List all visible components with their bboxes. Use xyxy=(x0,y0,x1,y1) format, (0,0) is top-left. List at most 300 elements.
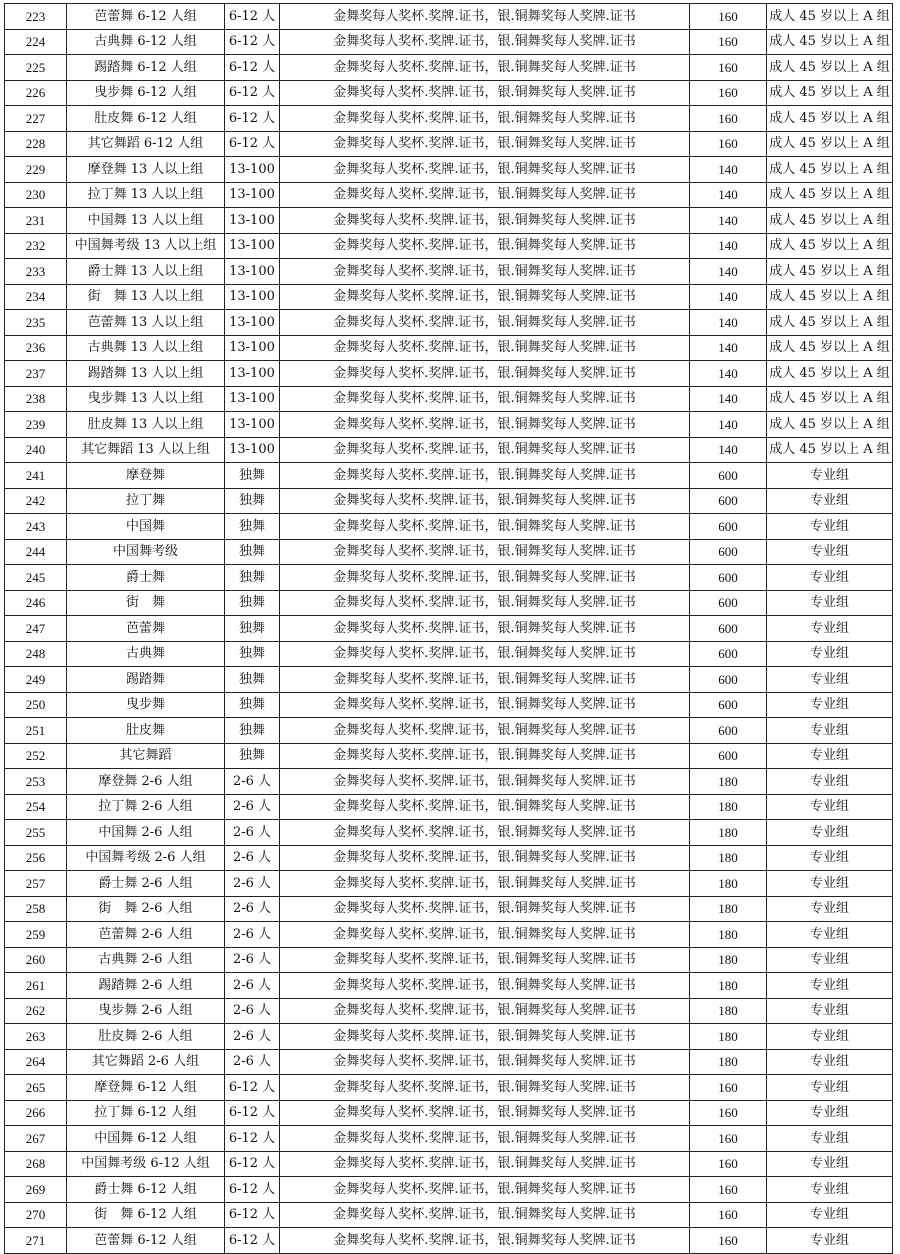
award-description-cell: 金舞奖每人奖杯.奖牌.证书，银.铜舞奖每人奖牌.证书 xyxy=(280,1177,690,1203)
table-row xyxy=(5,1024,893,1050)
award-description-cell: 金舞奖每人奖杯.奖牌.证书，银.铜舞奖每人奖牌.证书 xyxy=(280,973,690,999)
fee-cell: 180 xyxy=(690,998,767,1024)
award-description-cell: 金舞奖每人奖杯.奖牌.证书，银.铜舞奖每人奖牌.证书 xyxy=(280,488,690,514)
item-name-cell: 曳步舞 xyxy=(67,692,225,718)
table-row xyxy=(5,157,893,183)
table-row xyxy=(5,4,893,30)
table-row xyxy=(5,743,893,769)
table-row xyxy=(5,1151,893,1177)
row-number-cell: 232 xyxy=(5,233,67,259)
table-row xyxy=(5,233,893,259)
category-cell: 成人 45 岁以上 A 组 xyxy=(767,259,893,285)
award-description-cell: 金舞奖每人奖杯.奖牌.证书，银.铜舞奖每人奖牌.证书 xyxy=(280,565,690,591)
award-description-cell: 金舞奖每人奖杯.奖牌.证书，银.铜舞奖每人奖牌.证书 xyxy=(280,922,690,948)
row-number-cell: 265 xyxy=(5,1075,67,1101)
table-row xyxy=(5,565,893,591)
award-description-cell: 金舞奖每人奖杯.奖牌.证书，银.铜舞奖每人奖牌.证书 xyxy=(280,1049,690,1075)
fee-cell: 180 xyxy=(690,820,767,846)
table-row xyxy=(5,998,893,1024)
row-number-cell: 251 xyxy=(5,718,67,744)
group-size-cell: 2-6 人 xyxy=(225,820,280,846)
row-number-cell: 245 xyxy=(5,565,67,591)
category-cell: 成人 45 岁以上 A 组 xyxy=(767,412,893,438)
category-cell: 专业组 xyxy=(767,1202,893,1228)
table-row xyxy=(5,871,893,897)
award-description-cell: 金舞奖每人奖杯.奖牌.证书，银.铜舞奖每人奖牌.证书 xyxy=(280,182,690,208)
item-name-cell: 肚皮舞 13 人以上组 xyxy=(67,412,225,438)
row-number-cell: 254 xyxy=(5,794,67,820)
fee-cell: 600 xyxy=(690,514,767,540)
item-name-cell: 中国舞考级 6-12 人组 xyxy=(67,1151,225,1177)
group-size-cell: 6-12 人 xyxy=(225,106,280,132)
group-size-cell: 独舞 xyxy=(225,565,280,591)
row-number-cell: 227 xyxy=(5,106,67,132)
category-cell: 专业组 xyxy=(767,896,893,922)
category-cell: 专业组 xyxy=(767,1024,893,1050)
table-row xyxy=(5,590,893,616)
table-row xyxy=(5,845,893,871)
row-number-cell: 224 xyxy=(5,29,67,55)
fee-cell: 600 xyxy=(690,488,767,514)
table-row xyxy=(5,1049,893,1075)
fee-cell: 600 xyxy=(690,590,767,616)
row-number-cell: 243 xyxy=(5,514,67,540)
category-cell: 专业组 xyxy=(767,718,893,744)
table-row xyxy=(5,437,893,463)
group-size-cell: 13-100 xyxy=(225,182,280,208)
group-size-cell: 独舞 xyxy=(225,514,280,540)
award-description-cell: 金舞奖每人奖杯.奖牌.证书，银.铜舞奖每人奖牌.证书 xyxy=(280,692,690,718)
row-number-cell: 237 xyxy=(5,361,67,387)
award-description-cell: 金舞奖每人奖杯.奖牌.证书，银.铜舞奖每人奖牌.证书 xyxy=(280,947,690,973)
group-size-cell: 6-12 人 xyxy=(225,1228,280,1254)
award-description-cell: 金舞奖每人奖杯.奖牌.证书，银.铜舞奖每人奖牌.证书 xyxy=(280,80,690,106)
fee-cell: 180 xyxy=(690,1049,767,1075)
table-row xyxy=(5,1202,893,1228)
category-cell: 成人 45 岁以上 A 组 xyxy=(767,157,893,183)
category-cell: 专业组 xyxy=(767,947,893,973)
group-size-cell: 2-6 人 xyxy=(225,794,280,820)
group-size-cell: 6-12 人 xyxy=(225,1075,280,1101)
category-cell: 成人 45 岁以上 A 组 xyxy=(767,106,893,132)
fee-cell: 600 xyxy=(690,565,767,591)
fee-cell: 600 xyxy=(690,539,767,565)
fee-cell: 180 xyxy=(690,896,767,922)
item-name-cell: 其它舞蹈 xyxy=(67,743,225,769)
item-name-cell: 爵士舞 13 人以上组 xyxy=(67,259,225,285)
category-cell: 成人 45 岁以上 A 组 xyxy=(767,29,893,55)
category-cell: 专业组 xyxy=(767,641,893,667)
group-size-cell: 6-12 人 xyxy=(225,55,280,81)
item-name-cell: 其它舞蹈 2-6 人组 xyxy=(67,1049,225,1075)
item-name-cell: 肚皮舞 xyxy=(67,718,225,744)
fee-cell: 140 xyxy=(690,284,767,310)
table-row xyxy=(5,463,893,489)
table-row xyxy=(5,310,893,336)
row-number-cell: 263 xyxy=(5,1024,67,1050)
category-cell: 专业组 xyxy=(767,1049,893,1075)
award-description-cell: 金舞奖每人奖杯.奖牌.证书，银.铜舞奖每人奖牌.证书 xyxy=(280,208,690,234)
group-size-cell: 13-100 xyxy=(225,284,280,310)
table-row xyxy=(5,29,893,55)
category-cell: 成人 45 岁以上 A 组 xyxy=(767,310,893,336)
category-cell: 专业组 xyxy=(767,1151,893,1177)
group-size-cell: 独舞 xyxy=(225,641,280,667)
row-number-cell: 258 xyxy=(5,896,67,922)
fee-cell: 600 xyxy=(690,463,767,489)
fee-cell: 160 xyxy=(690,131,767,157)
group-size-cell: 2-6 人 xyxy=(225,871,280,897)
fee-cell: 160 xyxy=(690,4,767,30)
award-description-cell: 金舞奖每人奖杯.奖牌.证书，银.铜舞奖每人奖牌.证书 xyxy=(280,310,690,336)
category-cell: 成人 45 岁以上 A 组 xyxy=(767,4,893,30)
group-size-cell: 2-6 人 xyxy=(225,845,280,871)
table-row xyxy=(5,335,893,361)
category-cell: 专业组 xyxy=(767,565,893,591)
fee-cell: 160 xyxy=(690,1126,767,1152)
fee-cell: 140 xyxy=(690,259,767,285)
group-size-cell: 13-100 xyxy=(225,437,280,463)
table-row xyxy=(5,106,893,132)
item-name-cell: 踢踏舞 2-6 人组 xyxy=(67,973,225,999)
category-cell: 专业组 xyxy=(767,1177,893,1203)
item-name-cell: 爵士舞 2-6 人组 xyxy=(67,871,225,897)
fee-cell: 140 xyxy=(690,208,767,234)
item-name-cell: 曳步舞 2-6 人组 xyxy=(67,998,225,1024)
table-row xyxy=(5,1177,893,1203)
fee-cell: 140 xyxy=(690,437,767,463)
item-name-cell: 古典舞 xyxy=(67,641,225,667)
table-row xyxy=(5,259,893,285)
item-name-cell: 踢踏舞 13 人以上组 xyxy=(67,361,225,387)
award-description-cell: 金舞奖每人奖杯.奖牌.证书，银.铜舞奖每人奖牌.证书 xyxy=(280,896,690,922)
fee-cell: 600 xyxy=(690,743,767,769)
award-description-cell: 金舞奖每人奖杯.奖牌.证书，银.铜舞奖每人奖牌.证书 xyxy=(280,233,690,259)
group-size-cell: 13-100 xyxy=(225,310,280,336)
group-size-cell: 2-6 人 xyxy=(225,973,280,999)
row-number-cell: 248 xyxy=(5,641,67,667)
award-description-cell: 金舞奖每人奖杯.奖牌.证书，银.铜舞奖每人奖牌.证书 xyxy=(280,743,690,769)
fee-cell: 140 xyxy=(690,386,767,412)
award-description-cell: 金舞奖每人奖杯.奖牌.证书，银.铜舞奖每人奖牌.证书 xyxy=(280,157,690,183)
item-name-cell: 拉丁舞 13 人以上组 xyxy=(67,182,225,208)
award-description-cell: 金舞奖每人奖杯.奖牌.证书，银.铜舞奖每人奖牌.证书 xyxy=(280,412,690,438)
category-cell: 专业组 xyxy=(767,539,893,565)
row-number-cell: 238 xyxy=(5,386,67,412)
award-description-cell: 金舞奖每人奖杯.奖牌.证书，银.铜舞奖每人奖牌.证书 xyxy=(280,463,690,489)
category-cell: 专业组 xyxy=(767,820,893,846)
category-cell: 成人 45 岁以上 A 组 xyxy=(767,55,893,81)
row-number-cell: 259 xyxy=(5,922,67,948)
table-row xyxy=(5,616,893,642)
category-cell: 成人 45 岁以上 A 组 xyxy=(767,80,893,106)
award-description-cell: 金舞奖每人奖杯.奖牌.证书，银.铜舞奖每人奖牌.证书 xyxy=(280,998,690,1024)
item-name-cell: 踢踏舞 xyxy=(67,667,225,693)
award-description-cell: 金舞奖每人奖杯.奖牌.证书，银.铜舞奖每人奖牌.证书 xyxy=(280,335,690,361)
award-description-cell: 金舞奖每人奖杯.奖牌.证书，银.铜舞奖每人奖牌.证书 xyxy=(280,820,690,846)
group-size-cell: 独舞 xyxy=(225,463,280,489)
fee-cell: 600 xyxy=(690,692,767,718)
category-cell: 专业组 xyxy=(767,1126,893,1152)
item-name-cell: 中国舞 2-6 人组 xyxy=(67,820,225,846)
category-cell: 专业组 xyxy=(767,514,893,540)
category-cell: 成人 45 岁以上 A 组 xyxy=(767,182,893,208)
item-name-cell: 摩登舞 xyxy=(67,463,225,489)
category-cell: 专业组 xyxy=(767,922,893,948)
award-description-cell: 金舞奖每人奖杯.奖牌.证书，银.铜舞奖每人奖牌.证书 xyxy=(280,437,690,463)
award-description-cell: 金舞奖每人奖杯.奖牌.证书，银.铜舞奖每人奖牌.证书 xyxy=(280,590,690,616)
category-cell: 成人 45 岁以上 A 组 xyxy=(767,233,893,259)
item-name-cell: 中国舞 6-12 人组 xyxy=(67,1126,225,1152)
group-size-cell: 2-6 人 xyxy=(225,1049,280,1075)
group-size-cell: 13-100 xyxy=(225,259,280,285)
row-number-cell: 264 xyxy=(5,1049,67,1075)
award-description-cell: 金舞奖每人奖杯.奖牌.证书，银.铜舞奖每人奖牌.证书 xyxy=(280,1202,690,1228)
row-number-cell: 233 xyxy=(5,259,67,285)
group-size-cell: 13-100 xyxy=(225,386,280,412)
fee-cell: 160 xyxy=(690,80,767,106)
group-size-cell: 6-12 人 xyxy=(225,1100,280,1126)
row-number-cell: 257 xyxy=(5,871,67,897)
fee-cell: 180 xyxy=(690,845,767,871)
row-number-cell: 241 xyxy=(5,463,67,489)
table-row xyxy=(5,55,893,81)
fee-cell: 180 xyxy=(690,871,767,897)
table-row xyxy=(5,718,893,744)
group-size-cell: 独舞 xyxy=(225,667,280,693)
category-cell: 专业组 xyxy=(767,845,893,871)
item-name-cell: 爵士舞 6-12 人组 xyxy=(67,1177,225,1203)
group-size-cell: 独舞 xyxy=(225,692,280,718)
fee-cell: 160 xyxy=(690,1075,767,1101)
fee-cell: 160 xyxy=(690,106,767,132)
award-description-cell: 金舞奖每人奖杯.奖牌.证书，银.铜舞奖每人奖牌.证书 xyxy=(280,55,690,81)
fee-cell: 180 xyxy=(690,973,767,999)
item-name-cell: 曳步舞 6-12 人组 xyxy=(67,80,225,106)
group-size-cell: 2-6 人 xyxy=(225,922,280,948)
table-row xyxy=(5,412,893,438)
row-number-cell: 267 xyxy=(5,1126,67,1152)
item-name-cell: 中国舞考级 2-6 人组 xyxy=(67,845,225,871)
group-size-cell: 6-12 人 xyxy=(225,131,280,157)
category-cell: 专业组 xyxy=(767,769,893,795)
row-number-cell: 268 xyxy=(5,1151,67,1177)
item-name-cell: 爵士舞 xyxy=(67,565,225,591)
row-number-cell: 247 xyxy=(5,616,67,642)
row-number-cell: 231 xyxy=(5,208,67,234)
group-size-cell: 13-100 xyxy=(225,208,280,234)
row-number-cell: 239 xyxy=(5,412,67,438)
table-row xyxy=(5,1228,893,1254)
row-number-cell: 223 xyxy=(5,4,67,30)
category-cell: 成人 45 岁以上 A 组 xyxy=(767,361,893,387)
award-description-cell: 金舞奖每人奖杯.奖牌.证书，银.铜舞奖每人奖牌.证书 xyxy=(280,106,690,132)
row-number-cell: 269 xyxy=(5,1177,67,1203)
table-row xyxy=(5,692,893,718)
fee-cell: 600 xyxy=(690,667,767,693)
table-row xyxy=(5,922,893,948)
group-size-cell: 独舞 xyxy=(225,488,280,514)
table-row xyxy=(5,488,893,514)
item-name-cell: 古典舞 13 人以上组 xyxy=(67,335,225,361)
category-cell: 成人 45 岁以上 A 组 xyxy=(767,284,893,310)
row-number-cell: 225 xyxy=(5,55,67,81)
row-number-cell: 229 xyxy=(5,157,67,183)
row-number-cell: 260 xyxy=(5,947,67,973)
item-name-cell: 芭蕾舞 6-12 人组 xyxy=(67,1228,225,1254)
group-size-cell: 2-6 人 xyxy=(225,998,280,1024)
item-name-cell: 曳步舞 13 人以上组 xyxy=(67,386,225,412)
fee-cell: 180 xyxy=(690,769,767,795)
row-number-cell: 255 xyxy=(5,820,67,846)
fee-cell: 140 xyxy=(690,233,767,259)
award-description-cell: 金舞奖每人奖杯.奖牌.证书，银.铜舞奖每人奖牌.证书 xyxy=(280,871,690,897)
category-cell: 专业组 xyxy=(767,1228,893,1254)
category-cell: 专业组 xyxy=(767,1075,893,1101)
table-row xyxy=(5,973,893,999)
fee-cell: 600 xyxy=(690,641,767,667)
fee-cell: 160 xyxy=(690,1151,767,1177)
fee-cell: 180 xyxy=(690,1024,767,1050)
item-name-cell: 踢踏舞 6-12 人组 xyxy=(67,55,225,81)
award-description-cell: 金舞奖每人奖杯.奖牌.证书，银.铜舞奖每人奖牌.证书 xyxy=(280,1151,690,1177)
row-number-cell: 249 xyxy=(5,667,67,693)
fee-cell: 160 xyxy=(690,1228,767,1254)
category-cell: 专业组 xyxy=(767,743,893,769)
item-name-cell: 街 舞 xyxy=(67,590,225,616)
table-row xyxy=(5,539,893,565)
award-description-cell: 金舞奖每人奖杯.奖牌.证书，银.铜舞奖每人奖牌.证书 xyxy=(280,1100,690,1126)
row-number-cell: 270 xyxy=(5,1202,67,1228)
award-description-cell: 金舞奖每人奖杯.奖牌.证书，银.铜舞奖每人奖牌.证书 xyxy=(280,845,690,871)
category-cell: 专业组 xyxy=(767,794,893,820)
group-size-cell: 6-12 人 xyxy=(225,1177,280,1203)
fee-cell: 140 xyxy=(690,310,767,336)
fee-cell: 140 xyxy=(690,157,767,183)
item-name-cell: 其它舞蹈 13 人以上组 xyxy=(67,437,225,463)
group-size-cell: 独舞 xyxy=(225,539,280,565)
group-size-cell: 6-12 人 xyxy=(225,80,280,106)
item-name-cell: 芭蕾舞 2-6 人组 xyxy=(67,922,225,948)
category-cell: 专业组 xyxy=(767,463,893,489)
table-row xyxy=(5,131,893,157)
group-size-cell: 独舞 xyxy=(225,590,280,616)
item-name-cell: 街 舞 6-12 人组 xyxy=(67,1202,225,1228)
award-description-cell: 金舞奖每人奖杯.奖牌.证书，银.铜舞奖每人奖牌.证书 xyxy=(280,259,690,285)
group-size-cell: 6-12 人 xyxy=(225,1202,280,1228)
table-row xyxy=(5,361,893,387)
row-number-cell: 246 xyxy=(5,590,67,616)
award-description-cell: 金舞奖每人奖杯.奖牌.证书，银.铜舞奖每人奖牌.证书 xyxy=(280,539,690,565)
fee-cell: 140 xyxy=(690,361,767,387)
item-name-cell: 摩登舞 6-12 人组 xyxy=(67,1075,225,1101)
group-size-cell: 6-12 人 xyxy=(225,1126,280,1152)
award-description-cell: 金舞奖每人奖杯.奖牌.证书，银.铜舞奖每人奖牌.证书 xyxy=(280,514,690,540)
award-description-cell: 金舞奖每人奖杯.奖牌.证书，银.铜舞奖每人奖牌.证书 xyxy=(280,1126,690,1152)
row-number-cell: 240 xyxy=(5,437,67,463)
row-number-cell: 228 xyxy=(5,131,67,157)
item-name-cell: 拉丁舞 xyxy=(67,488,225,514)
item-name-cell: 芭蕾舞 6-12 人组 xyxy=(67,4,225,30)
award-description-cell: 金舞奖每人奖杯.奖牌.证书，银.铜舞奖每人奖牌.证书 xyxy=(280,4,690,30)
fee-cell: 600 xyxy=(690,616,767,642)
table-row xyxy=(5,769,893,795)
fee-cell: 160 xyxy=(690,1202,767,1228)
category-cell: 专业组 xyxy=(767,590,893,616)
row-number-cell: 256 xyxy=(5,845,67,871)
group-size-cell: 2-6 人 xyxy=(225,947,280,973)
table-row xyxy=(5,208,893,234)
category-cell: 专业组 xyxy=(767,667,893,693)
table-row xyxy=(5,794,893,820)
row-number-cell: 261 xyxy=(5,973,67,999)
row-number-cell: 226 xyxy=(5,80,67,106)
fee-cell: 600 xyxy=(690,718,767,744)
table-row xyxy=(5,641,893,667)
group-size-cell: 6-12 人 xyxy=(225,29,280,55)
item-name-cell: 中国舞考级 xyxy=(67,539,225,565)
row-number-cell: 235 xyxy=(5,310,67,336)
item-name-cell: 中国舞 xyxy=(67,514,225,540)
fee-cell: 140 xyxy=(690,412,767,438)
category-cell: 成人 45 岁以上 A 组 xyxy=(767,437,893,463)
category-cell: 专业组 xyxy=(767,871,893,897)
group-size-cell: 2-6 人 xyxy=(225,1024,280,1050)
row-number-cell: 234 xyxy=(5,284,67,310)
item-name-cell: 中国舞 13 人以上组 xyxy=(67,208,225,234)
table-row xyxy=(5,1075,893,1101)
row-number-cell: 252 xyxy=(5,743,67,769)
table-row xyxy=(5,182,893,208)
row-number-cell: 250 xyxy=(5,692,67,718)
category-cell: 专业组 xyxy=(767,1100,893,1126)
item-name-cell: 芭蕾舞 xyxy=(67,616,225,642)
category-cell: 成人 45 岁以上 A 组 xyxy=(767,335,893,361)
group-size-cell: 2-6 人 xyxy=(225,769,280,795)
row-number-cell: 253 xyxy=(5,769,67,795)
item-name-cell: 中国舞考级 13 人以上组 xyxy=(67,233,225,259)
category-cell: 成人 45 岁以上 A 组 xyxy=(767,131,893,157)
award-description-cell: 金舞奖每人奖杯.奖牌.证书，银.铜舞奖每人奖牌.证书 xyxy=(280,284,690,310)
group-size-cell: 独舞 xyxy=(225,718,280,744)
category-cell: 专业组 xyxy=(767,488,893,514)
fee-cell: 160 xyxy=(690,55,767,81)
group-size-cell: 独舞 xyxy=(225,743,280,769)
table-row xyxy=(5,1100,893,1126)
row-number-cell: 242 xyxy=(5,488,67,514)
award-description-cell: 金舞奖每人奖杯.奖牌.证书，银.铜舞奖每人奖牌.证书 xyxy=(280,1024,690,1050)
fee-cell: 180 xyxy=(690,794,767,820)
group-size-cell: 13-100 xyxy=(225,157,280,183)
fee-cell: 160 xyxy=(690,1177,767,1203)
row-number-cell: 262 xyxy=(5,998,67,1024)
row-number-cell: 244 xyxy=(5,539,67,565)
item-name-cell: 肚皮舞 2-6 人组 xyxy=(67,1024,225,1050)
category-cell: 成人 45 岁以上 A 组 xyxy=(767,386,893,412)
award-description-cell: 金舞奖每人奖杯.奖牌.证书，银.铜舞奖每人奖牌.证书 xyxy=(280,616,690,642)
table-body xyxy=(5,4,893,1254)
item-name-cell: 摩登舞 2-6 人组 xyxy=(67,769,225,795)
group-size-cell: 6-12 人 xyxy=(225,4,280,30)
item-name-cell: 其它舞蹈 6-12 人组 xyxy=(67,131,225,157)
category-cell: 专业组 xyxy=(767,692,893,718)
group-size-cell: 13-100 xyxy=(225,233,280,259)
fee-cell: 140 xyxy=(690,182,767,208)
item-name-cell: 摩登舞 13 人以上组 xyxy=(67,157,225,183)
award-description-cell: 金舞奖每人奖杯.奖牌.证书，银.铜舞奖每人奖牌.证书 xyxy=(280,641,690,667)
row-number-cell: 271 xyxy=(5,1228,67,1254)
group-size-cell: 6-12 人 xyxy=(225,1151,280,1177)
